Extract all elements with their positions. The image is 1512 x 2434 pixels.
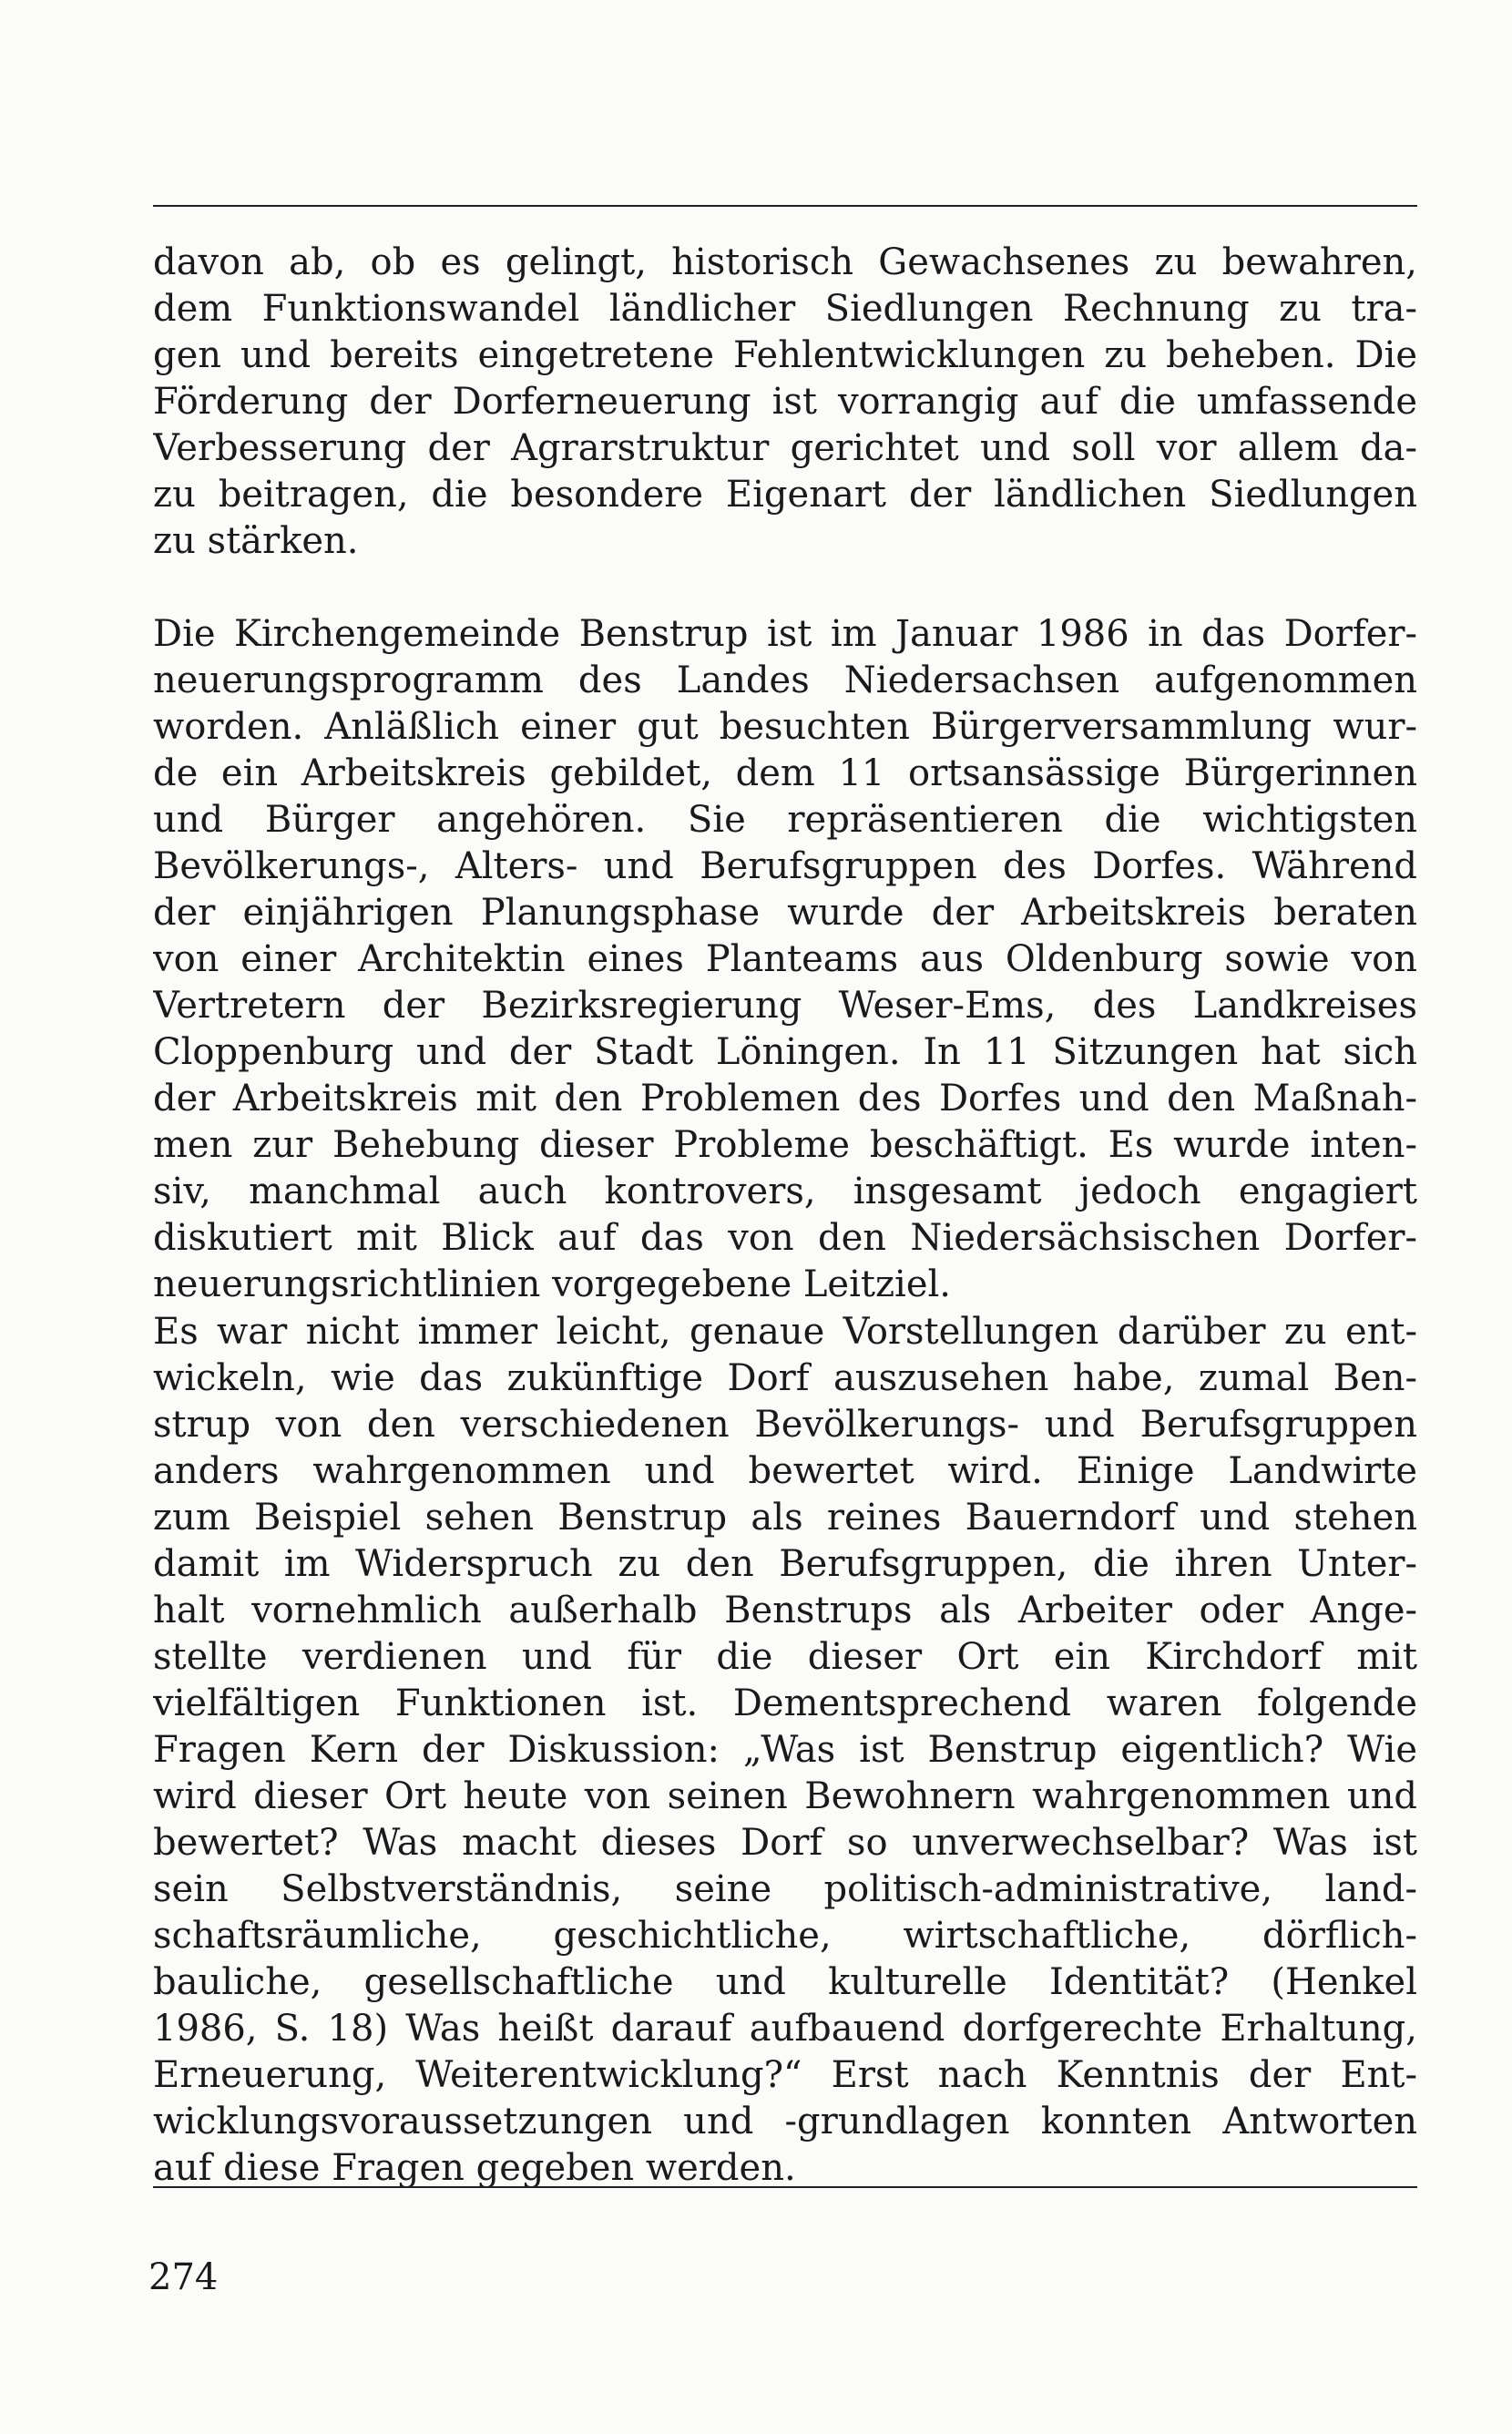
text-line: davon ab, ob es gelingt, historisch Gewachsenes zu bewahren, (153, 241, 1417, 283)
text-line: Erneuerung, Weiterentwicklung?“ Erst nach Kenntnis der Ent- (153, 2054, 1417, 2096)
text-line: Die Kirchengemeinde Benstrup ist im Januar 1986 in das Dorfer- (153, 613, 1417, 655)
text-line: anders wahrgenommen und bewertet wird. Einige Landwirte (153, 1450, 1417, 1492)
bottom-rule (153, 2186, 1417, 2188)
text-line: gen und bereits eingetretene Fehlentwicklungen zu beheben. Die (153, 334, 1417, 376)
text-line: bauliche, gesellschaftliche und kulturelle Identität? (Henkel (153, 1961, 1417, 2003)
text-line: neuerungsrichtlinien vorgegebene Leitziel. (153, 1263, 952, 1305)
text-line: Bevölkerungs-, Alters- und Berufsgruppen des Dorfes. Während (153, 845, 1417, 887)
text-line: stellte verdienen und für die dieser Ort ein Kirchdorf mit (153, 1636, 1417, 1678)
paragraph-1 (153, 240, 1417, 565)
text-line: siv, manchmal auch kontrovers, insgesamt jedoch engagiert (153, 1171, 1417, 1212)
text-line: der Arbeitskreis mit den Problemen des Dorfes und den Maßnah- (153, 1078, 1417, 1120)
text-line: halt vornehmlich außerhalb Benstrups als Arbeiter oder Ange- (153, 1590, 1417, 1631)
text-line: zu beitragen, die besondere Eigenart der ländlichen Siedlungen (153, 474, 1417, 516)
text-line: wickeln, wie das zukünftige Dorf auszusehen habe, zumal Ben- (153, 1357, 1417, 1399)
text-line: der einjährigen Planungsphase wurde der Arbeitskreis beraten (153, 892, 1417, 934)
text-line: bewertet? Was macht dieses Dorf so unverwechselbar? Was ist (153, 1822, 1417, 1864)
text-line: neuerungsprogramm des Landes Niedersachsen aufgenommen (153, 660, 1417, 701)
text-line: von einer Architektin eines Planteams aus Oldenburg sowie von (153, 938, 1417, 980)
text-line: vielfältigen Funktionen ist. Dementsprechend waren folgende (153, 1682, 1417, 1724)
text-line: de ein Arbeitskreis gebildet, dem 11 ortsansässige Bürgerinnen (153, 752, 1417, 794)
text-line: Fragen Kern der Diskussion: „Was ist Benstrup eigentlich? Wie (153, 1729, 1417, 1771)
text-line: diskutiert mit Blick auf das von den Niedersächsischen Dorfer- (153, 1217, 1417, 1259)
text-line: sein Selbstverständnis, seine politisch-administrative, land- (153, 1868, 1417, 1910)
paragraph-3 (153, 1309, 1417, 2192)
text-line: zum Beispiel sehen Benstrup als reines Bauerndorf und stehen (153, 1497, 1417, 1539)
text-line: Cloppenburg und der Stadt Löningen. In 11 Sitzungen hat sich (153, 1031, 1417, 1073)
text-line: Es war nicht immer leicht, genaue Vorstellungen darüber zu ent- (153, 1311, 1417, 1353)
text-line: Vertretern der Bezirksregierung Weser-Ems, des Landkreises (153, 985, 1417, 1027)
text-line: damit im Widerspruch zu den Berufsgruppen, die ihren Unter- (153, 1543, 1417, 1585)
top-rule (153, 205, 1417, 207)
paragraph-2 (153, 611, 1417, 1308)
text-line: Förderung der Dorferneuerung ist vorrangig auf die umfassende (153, 381, 1417, 423)
text-line: men zur Behebung dieser Probleme beschäftigt. Es wurde inten- (153, 1124, 1417, 1166)
text-line: worden. Anläßlich einer gut besuchten Bürgerversammlung wur- (153, 706, 1417, 748)
text-line: dem Funktionswandel ländlicher Siedlungen Rechnung zu tra- (153, 288, 1417, 330)
text-line: auf diese Fragen gegeben werden. (153, 2147, 796, 2189)
text-line: zu stärken. (153, 520, 359, 562)
text-line: und Bürger angehören. Sie repräsentieren die wichtigsten (153, 799, 1417, 841)
text-line: schaftsräumliche, geschichtliche, wirtschaftliche, dörflich- (153, 1915, 1417, 1957)
page-number: 274 (148, 2256, 219, 2298)
text-line: 1986, S. 18) Was heißt darauf aufbauend dorfgerechte Erhaltung, (153, 2008, 1417, 2050)
text-line: wicklungsvoraussetzungen und -grundlagen konnten Antworten (153, 2101, 1417, 2143)
text-line: Verbesserung der Agrarstruktur gerichtet und soll vor allem da- (153, 427, 1417, 469)
text-line: wird dieser Ort heute von seinen Bewohnern wahrgenommen und (153, 1775, 1417, 1817)
text-line: strup von den verschiedenen Bevölkerungs- und Berufsgruppen (153, 1404, 1417, 1446)
